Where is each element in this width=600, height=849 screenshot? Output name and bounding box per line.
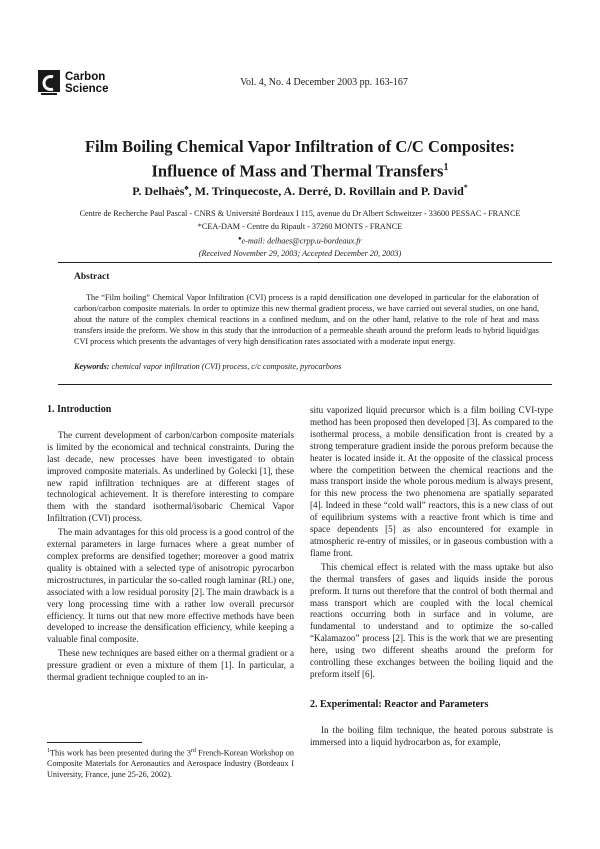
paragraph: The current development of carbon/carbon composite materials is limited by the economical and technical constraints. During the last decade, new processes have been investigated to obtain improved composite materials. As underlined by Golecki [1], these new rapid infiltration techniques are at different stages of technological achievement. It is therefore interesting to compare them with the standard isothermal/isobaric Chemical Vapor Infiltration (CVI) process. xyxy=(47,429,294,524)
paper-title xyxy=(0,136,600,182)
logo-line-carbon: Carbon xyxy=(65,70,106,83)
paragraph: situ vaporized liquid precursor which is a film boiling CVI-type method has been proposed then developed [3]. As compared to the isothermal process, a mobile densification front is created by a strong temperature gradient inside the porous preform because the heater is located inside it. At the opposite of the classical process where the competition between the chemical reactions and the mass transport inside the whole porous medium is always present, for this new process the two phenomena are spatially separated [4]. Indeed in these “cold wall” reactors, this is a new class of out of equilibrium systems with a reactive front which is time and space dependents [5] as also encountered for example in atmospheric re-entry of missiles, or in gaseous combustion with a flame front. xyxy=(310,405,553,558)
keywords: Keywords: chemical vapor infiltration (CVI) process, c/c composite, pyrocarbons xyxy=(74,362,342,371)
affiliation-crpp: Centre de Recherche Paul Pascal - CNRS & Université Bordeaux I 115, avenue du Dr Albert Schweitzer - 33600 PESSAC - FRANCE xyxy=(79,209,521,218)
right-column xyxy=(310,405,553,751)
paragraph: This chemical effect is related with the mass uptake but also the thermal transfers of gases and liquids inside the porous preform. It turns out therefore that the control of both thermal and mass transport which are coupled with the local chemical reactions occurring both in surface and in volume, are fundamental to understand and to optimize the so-called “Kalamazoo” process [2]. This is the work that we are presenting here, using two different sheaths around the preform for controlling these exchanges between the boiling liquid and the preform itself [6]. xyxy=(310,561,553,679)
left-column xyxy=(47,404,294,686)
co-authors: , M. Trinquecoste, A. Derré, D. Rovillain and P. David xyxy=(188,184,464,198)
author-list xyxy=(0,183,600,199)
corresponding-author-mark: ♠ xyxy=(184,183,189,192)
first-author: P. Delhaès xyxy=(132,184,185,198)
journal-reference: Vol. 4, No. 4 December 2003 pp. 163-167 xyxy=(240,77,408,88)
title-line-2: Influence of Mass and Thermal Transfers$^1$ xyxy=(151,161,449,181)
paragraph: The main advantages for this old process is a good control of the external parameters in large furnaces where a great number of complex preforms are densified together; moreover a good matrix quality is obtained with a selected type of anisotropic pyrocarbon microstructures, in particular the so-called rough laminar (RL) one, associated with a low residual porosity [2]. The main drawback is a very long processing time with a rather low overall precursor efficiency. It turns out that new more effective methods have been developed to increase the densification efficiency, while keeping a valuable final composite. xyxy=(47,527,294,645)
cea-author-mark: * xyxy=(463,183,468,192)
section-heading-experimental: 2. Experimental: Reactor and Parameters xyxy=(310,698,489,710)
affiliations xyxy=(0,208,600,261)
abstract-top-rule xyxy=(58,262,552,263)
abstract-body: The “Film boiling” Chemical Vapor Infiltration (CVI) process is a rapid densification one developed in particular for the elaboration of carbon/carbon composite materials. In order to optimize this new thermal gradient process, we have carried out several studies, on one hand, about the nature of the complex chemical reactions in a confined medium, and on the other hand, relative to the role of heat and mass transfers inside the preform. We show in this study that the introduction of a permeable sheath around the preform leads to hybrid liquid/gas CVI process which presents the advantages of very high densification rates associated with a moderate input energy. xyxy=(74,293,539,347)
paragraph: In the boiling film technique, the heated porous substrate is immersed into a liquid hydrocarbon as, for example, xyxy=(310,724,553,747)
paragraph: These new techniques are based either on a thermal gradient or a pressure gradient or even a mixture of them [1]. In particular, a thermal gradient technique coupled to an in- xyxy=(47,648,294,683)
affiliation-cea: *CEA-DAM - Centre du Ripault - 37260 MONTS - FRANCE xyxy=(197,221,403,231)
section-heading-introduction: 1. Introduction xyxy=(47,404,112,415)
title-footnote-mark: 1 xyxy=(443,162,449,173)
received-dates: (Received November 29, 2003; Accepted December 20, 2003) xyxy=(198,249,402,259)
title-line-1: Film Boiling Chemical Vapor Infiltration of C/C Composites: xyxy=(84,137,516,156)
contact-email: ♠e-mail: delhaes@crpp.u-bordeaux.fr xyxy=(238,236,362,246)
abstract-heading: Abstract xyxy=(74,272,110,282)
footnote-rule xyxy=(47,742,142,743)
footnote: $^1$This work has been presented during the 3rd French-Korean Workshop on Composite Materials for Aeronautics and Aerospace Industry (Bordeaux I University, France, june 25-26, 2002). xyxy=(47,748,294,780)
abstract-bottom-rule xyxy=(58,384,552,385)
logo-line-science: Science xyxy=(65,83,109,95)
